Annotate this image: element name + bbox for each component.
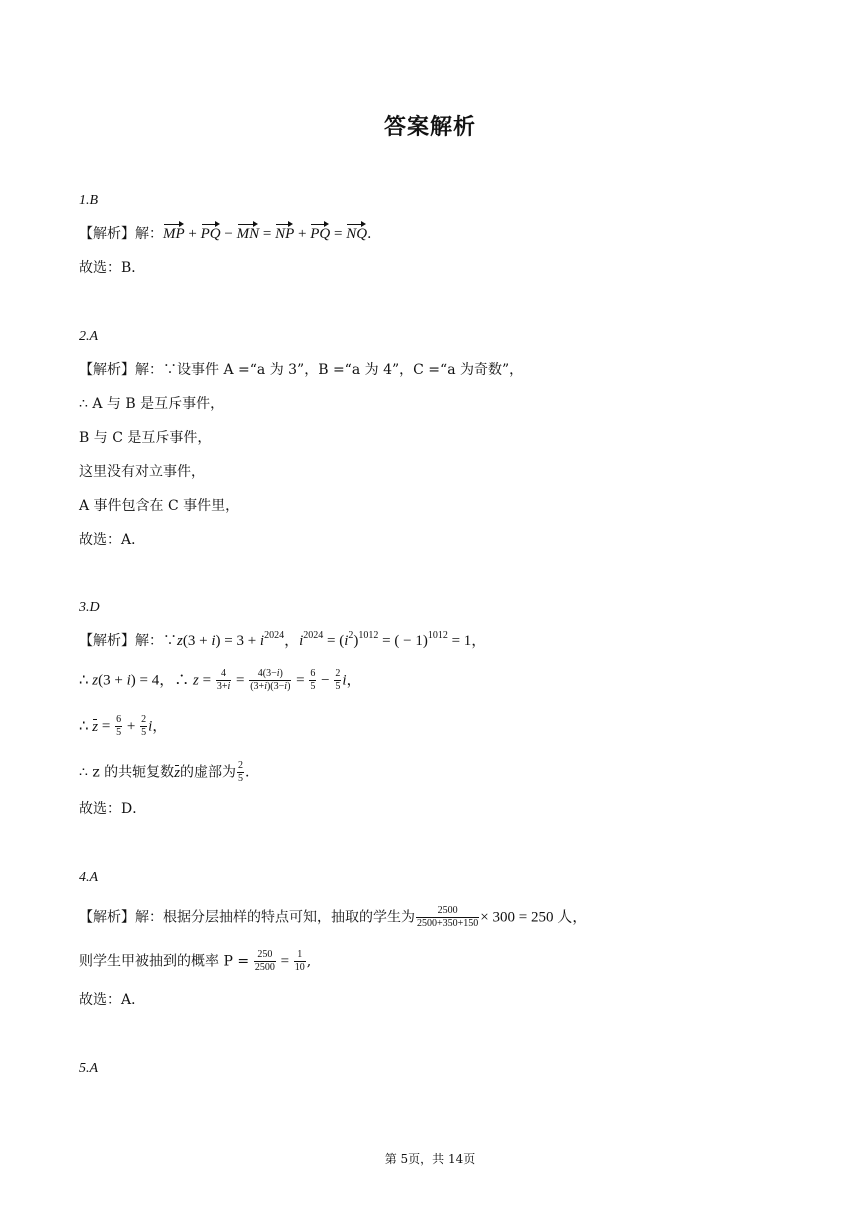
question-2-line-4: 这里没有对立事件， — [79, 464, 205, 480]
question-3-line-3: ∴ z = $\frac{6}{5}$ + $\frac{2}{5}$ i， — [79, 714, 168, 738]
question-2-answer: 故选：A． — [79, 532, 146, 548]
question-3-line-1: 【解析】解：∵z(3 + $i) = 3 + i^{2024}$，$i^{2024} = (i^2)^{1012}$ = ( − 1)$^{1012}$ = 1， — [79, 630, 487, 649]
question-4-line-1: 【解析】解：根据分层抽样的特点可知，抽取的学生为 $\frac{2500}{2500+350+150}$ × 300 = 250 人， — [79, 905, 588, 929]
question-1-analysis: 【解析】解：MP + PQ − MN = NP + PQ = NQ. — [79, 226, 372, 242]
page-footer: 第 5页，共 14页 — [384, 1152, 476, 1166]
question-4-answer: 故选：A． — [79, 992, 146, 1008]
question-3-line-2: ∴ z(3 + i) = 4，∴ z = $\frac{4}{3+i}$ = $\frac{4(3-i)}{(3+i)(3-i)}$ = $\frac{6}{5}$ − $\frac{2}{5}$ i， — [79, 668, 362, 692]
question-5-heading: 5.A — [79, 1061, 99, 1076]
question-4-heading: 4.A — [79, 870, 99, 885]
question-1-heading: 1.B — [79, 193, 99, 208]
question-3-heading: 3.D — [79, 600, 100, 615]
question-1-answer: 故选：B． — [79, 260, 146, 276]
question-4-line-2: 则学生甲被抽到的概率 P = $\frac{250}{2500}$ = $\frac{1}{10}$ , — [79, 949, 312, 973]
question-2-line-3: B 与 C 是互斥事件， — [79, 430, 212, 446]
question-2-heading: 2.A — [79, 329, 99, 344]
question-2-line-5: A 事件包含在 C 事件里， — [79, 498, 240, 514]
question-2-line-2: ∴ A 与 B 是互斥事件， — [79, 396, 225, 412]
question-2-line-1: 【解析】解：∵设事件 A =“a 为 3”，B =“a 为 4”，C =“a 为奇数”， — [79, 362, 524, 378]
page-title: 答案解析 — [383, 115, 476, 140]
question-3-answer: 故选：D． — [79, 801, 147, 817]
question-3-line-4: ∴ z 的共轭复数z的虚部为 $\frac{2}{5}$ . — [79, 760, 250, 784]
